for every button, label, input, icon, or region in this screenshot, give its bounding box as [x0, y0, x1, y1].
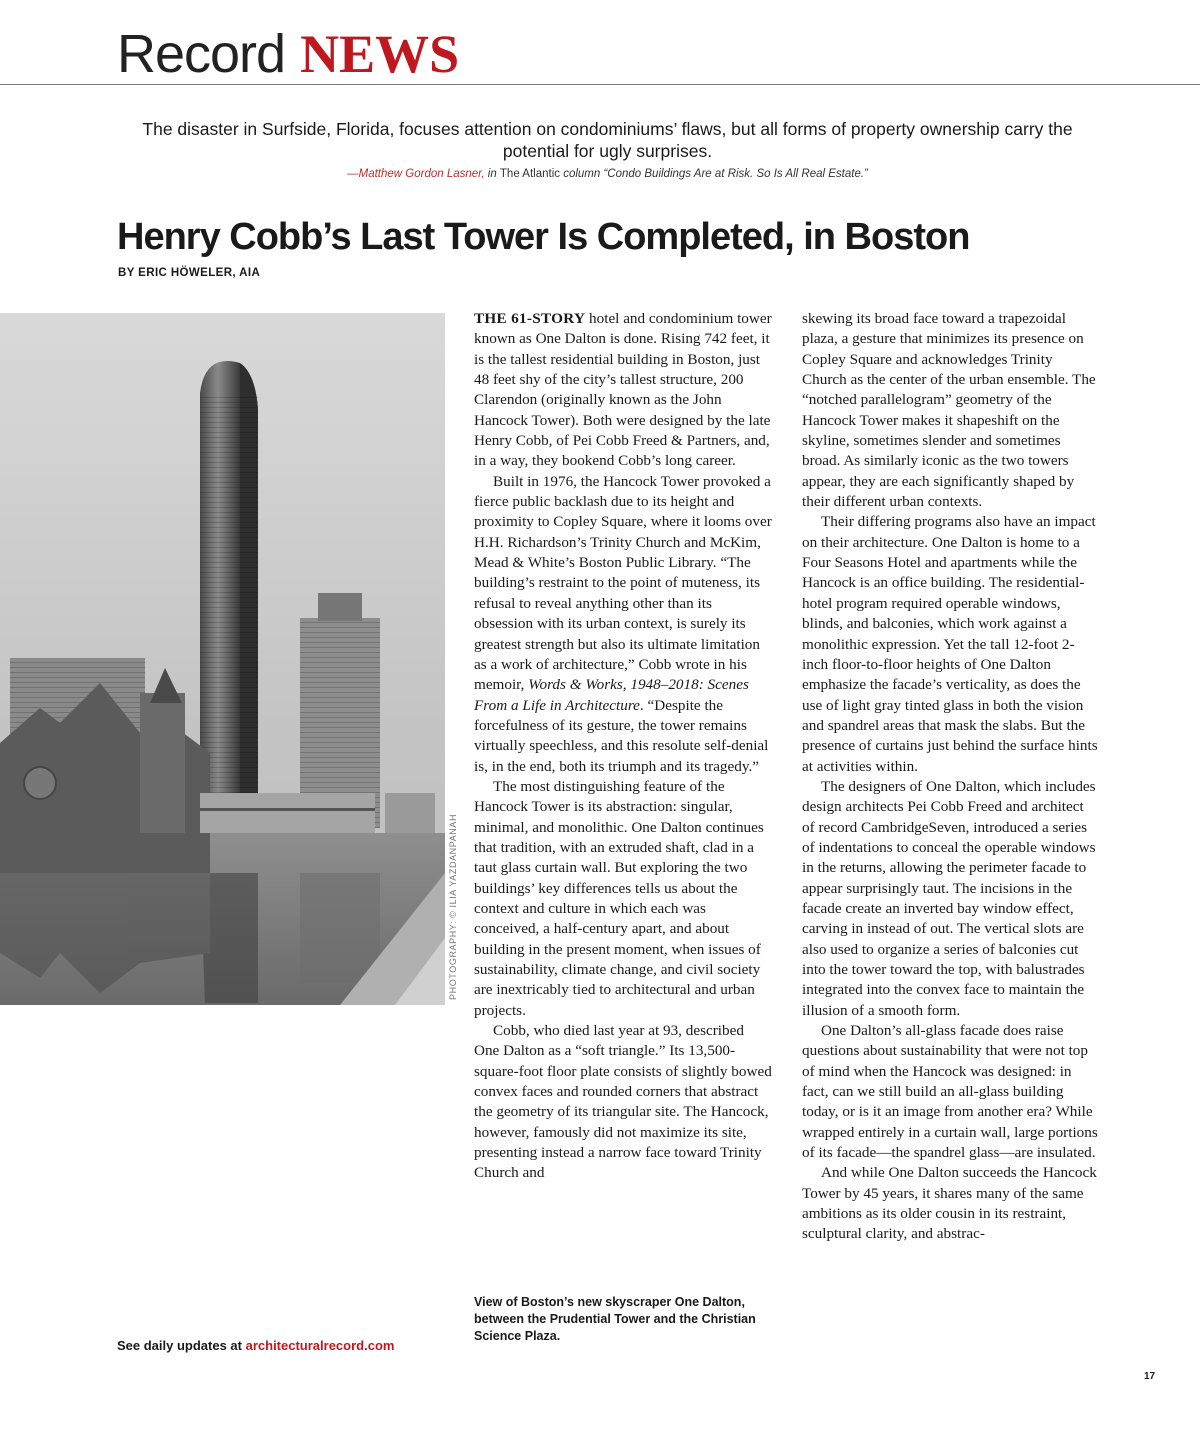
paragraph-4: Cobb, who died last year at 93, described One Dalton as a “soft triangle.” Its 13,500-square-foot floor plate consists of slightly bowed convex faces and rounded corners that abstract the geometry of its triangular site. The Hancock, however, famously did not maximize its site, presenting instead a narrow face toward Trinity Church and	[474, 1022, 772, 1182]
paragraph-2-text-a: Built in 1976, the Hancock Tower provoked a fierce public backlash due to its height and proximity to Copley Square, where it looms over H.H. Richardson’s Trinity Church and McKim, Mead & White’s Boston Public Library. “The building’s restraint to the point of muteness, its refusal to reveal anything other than its obsession with its urban context, is surely its greatest strength but also its ultimate limitation as a work of architecture,” Cobb wrote in his memoir,	[474, 472, 772, 694]
paragraph-9: And while One Dalton succeeds the Hancock Tower by 45 years, it shares many of the same ambitions as its older cousin in its restraint, sculptural clarity, and abstrac-	[802, 1164, 1097, 1243]
masthead-rule	[0, 84, 1200, 85]
footer-updates	[117, 1337, 394, 1355]
article-column-1	[474, 309, 772, 1184]
masthead	[117, 22, 459, 86]
paragraph-3: The most distinguishing feature of the Hancock Tower is its abstraction: singular, minimal, and monolithic. One Dalton continues that tradition, with an extruded shaft, clad in a taut glass curtain wall. But exploring the two buildings’ key differences tells us about the context and culture in which each was conceived, a half-century apart, and about building in the present moment, when issues of sustainability, climate change, and civil society are inextricably tied to architectural and urban projects.	[474, 777, 764, 1019]
pull-quote: The disaster in Surfside, Florida, focuses attention on condominiums’ flaws, but all forms of property ownership carry the potential for ugly surprises.	[142, 119, 1073, 161]
pull-quote-attribution	[120, 166, 1095, 182]
article-byline: BY ERIC HÖWELER, AIA	[118, 267, 261, 279]
paragraph-2-text-b: . “Despite the forcefulness of its gesture, the tower remains virtually speechless, and this resolute self-denial is, in the end, both its triumph and its tragedy.”	[474, 696, 769, 775]
masthead-news: NEWS	[300, 24, 460, 84]
quote-publication: The Atlantic	[499, 168, 560, 180]
photo-illustration	[0, 313, 445, 1005]
article-headline: Henry Cobb’s Last Tower Is Completed, in Boston	[117, 216, 970, 258]
footer-link[interactable]: architecturalrecord.com	[245, 1338, 395, 1353]
paragraph-7: The designers of One Dalton, which includes design architects Pei Cobb Freed and architect of record CambridgeSeven, introduced a series of indentations to conceal the operable windows in the returns, allowing the perimeter facade to appear surprisingly taut. The incisions in the facade create an inverted bay window effect, carving in instead of out. The vertical slots are also used to organize a series of balconies cut into the tower toward the top, with balustrades integrated into the convex face to maintain the illusion of a smooth form.	[802, 777, 1096, 1019]
quote-dash: —	[347, 168, 359, 180]
colonnade	[200, 793, 375, 833]
footer-text: See daily updates at	[117, 1338, 246, 1353]
article-column-2	[802, 309, 1100, 1245]
photo-caption: View of Boston’s new skyscraper One Dalton, between the Prudential Tower and the Christian Science Plaza.	[474, 1295, 756, 1343]
paragraph-8: One Dalton’s all-glass facade does raise questions about sustainability that were not top of mind when the Hancock was designed: in fact, can we still build an all-glass building today, or is it an image from another era? While wrapped entirely in a curtain wall, large portions of its facade—the spandrel glass—are insulated.	[802, 1022, 1098, 1162]
paragraph-5: skewing its broad face toward a trapezoidal plaza, a gesture that minimizes its presence on Copley Square and acknowledges Trinity Church as the center of the urban ensemble. The “notched parallelogram” geometry of the Hancock Tower makes it shapeshift on the skyline, sometimes slender and sometimes broad. As similarly iconic as the two towers appear, they are each significantly shaped by their different urban contexts.	[802, 310, 1096, 511]
page-number: 17	[1144, 1371, 1156, 1382]
background-building	[385, 793, 435, 833]
photo-credit: PHOTOGRAPHY: © ILIA YAZDANPANAH	[448, 813, 458, 1000]
prudential-top	[318, 593, 362, 621]
lead-in: THE 61-STORY	[474, 310, 586, 327]
paragraph-2	[474, 472, 772, 777]
paragraph-1-text: hotel and condominium tower known as One Dalton is done. Rising 742 feet, it is the tallest residential building in Boston, just 48 feet shy of the city’s tallest structure, 200 Clarendon (originally known as the John Hancock Tower). Both were designed by the late Henry Cobb, of Pei Cobb Freed & Partners, and, in a way, they bookend Cobb’s long career.	[474, 310, 772, 470]
paragraph-1	[474, 309, 772, 472]
article-photo	[0, 313, 445, 1005]
masthead-record: Record	[117, 24, 286, 84]
book-title: Words & Works, 1948–2018: Scenes From a Life in Architecture	[474, 676, 749, 714]
quote-author: Matthew Gordon Lasner,	[358, 168, 485, 180]
quote-column: column “Condo Buildings Are at Risk. So Is All Real Estate.”	[560, 168, 868, 180]
quote-in: in	[484, 168, 500, 180]
paragraph-6: Their differing programs also have an impact on their architecture. One Dalton is home to a Four Seasons Hotel and apartments while the Hancock is an office building. The residential-hotel program required operable windows, blinds, and balconies, which work against a monolithic expression. Yet the tall 12-foot 2-inch floor-to-floor heights of One Dalton emphasize the facade’s verticality, as does the use of light gray tinted glass in both the vision and spandrel areas that mask the slabs. But the presence of curtains just behind the surface hints at activities within.	[802, 513, 1098, 775]
